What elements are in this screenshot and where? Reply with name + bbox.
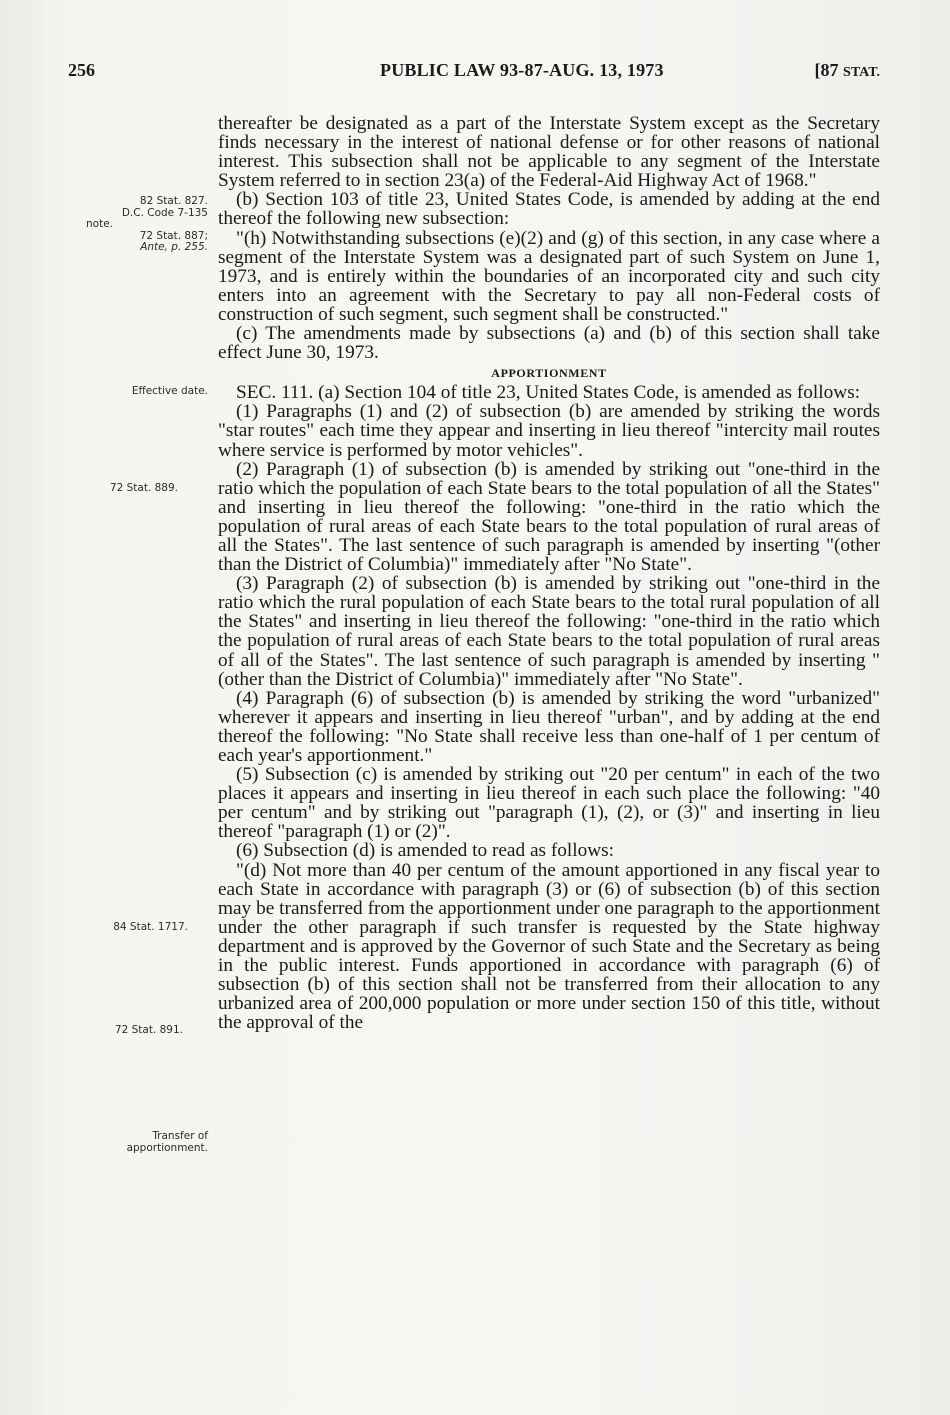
margin-note-stat-891: 72 Stat. 891. [114, 1024, 183, 1036]
statute-abbrev: STAT. [843, 65, 880, 80]
margin-note-line: note. [86, 218, 113, 231]
section-text: (a) Section 104 of title 23, United States Code, is amended as follows: [313, 382, 861, 404]
margin-note-line: 72 Stat. 887; [139, 229, 208, 242]
page-header [68, 60, 880, 90]
paragraph-subsection-b: (b) Section 103 of title 23, United States Code, is amended by adding at the end thereof the following new subsection: [218, 189, 880, 230]
margin-note-line: Ante, p. 255. [140, 241, 208, 254]
margin-note-transfer [58, 1131, 208, 1154]
section-heading: APPORTIONMENT [491, 366, 607, 381]
paragraph-new-subsection-h: "(h) Notwithstanding subsections (e)(2) and (g) of this section, in any case where a segment of the Interstate System was a designated part of such System on June 1, 1973, and is entirely within the boundaries of an incorporated city and such city enters into an agreement with the Secretary to pay all non-Federal costs of construction of such segment, such segment shall be constructed." [218, 227, 880, 325]
margin-note-stat-889: 72 Stat. 889. [109, 482, 178, 494]
paragraph-item-1: (1) Paragraphs (1) and (2) of subsection (b) are amended by striking the words "star routes" each time they appear and inserting in lieu thereof "intercity mail routes where service is performed by motor vehicles". [218, 401, 880, 461]
paragraph-item-6: (6) Subsection (d) is amended to read as follows: [236, 840, 615, 862]
margin-note-line: Transfer of [152, 1130, 208, 1142]
paragraph-item-2: (2) Paragraph (1) of subsection (b) is amended by striking out "one-third in the ratio which the population of each State bears to the total population of all the States" and inserting in lieu thereof the following: "one-third in the ratio which the population of rural areas of each State bears to the total population of rural areas of all the States". The last sentence of such paragraph is amended by inserting "(other than the District of Columbia)" immediately after "No State". [218, 458, 880, 576]
statute-reference [815, 60, 880, 81]
margin-note-line: apportionment. [126, 1141, 208, 1154]
page-number: 256 [68, 60, 95, 80]
section-label: SEC. 111. [236, 382, 314, 404]
paragraph-item-4: (4) Paragraph (6) of subsection (b) is amended by striking the word "urbanized" wherever it appears and inserting in lieu thereof "urban", and by adding at the end thereof the following: "No State shall receive less than one-half of 1 per centum of each year's apportionment." [218, 687, 880, 766]
margin-note-citations [58, 196, 208, 254]
paragraph-subsection-c: (c) The amendments made by subsections (a) and (b) of this section shall take effect June 30, 1973. [218, 323, 880, 364]
paragraph-item-3: (3) Paragraph (2) of subsection (b) is amended by striking out "one-third in the ratio which the rural population of each State bears to the total rural population of all the States" and inserting in lieu thereof the following: "one-third in the ratio which the population of rural areas of each State bears to the total population of rural areas of all of the States". The last sentence of such paragraph is amended by inserting "(other than the District of Columbia)" immediately after "No State". [218, 573, 880, 690]
margin-note-line: D.C. Code 7-135 [121, 206, 208, 219]
running-title: PUBLIC LAW 93-87-AUG. 13, 1973 [380, 60, 664, 80]
margin-note-effective-date: Effective date. [131, 385, 208, 397]
paragraph-continuation: thereafter be designated as a part of the Interstate System except as the Secretary finds necessary in the interest of national defense or for other reasons of national interest. This subsection shall not be applicable to any segment of the Interstate System referred to in section 23(a) of the Federal-Aid Highway Act of 1968." [218, 113, 880, 192]
margin-note-line: 82 Stat. 827. [139, 195, 208, 207]
statute-volume: [87 [814, 60, 844, 80]
margin-note-stat-1717: 84 Stat. 1717. [113, 921, 188, 933]
paragraph-subsection-d: "(d) Not more than 40 per centum of the amount apportioned in any fiscal year to each State in accordance with paragraph (3) or (6) of subsection (b) of this section may be transferred from the apportionment under one paragraph to the apportionment under the other paragraph if such transfer is requested by the State highway department and is approved by the Governor of such State and the Secretary as being in the public interest. Funds apportioned in accordance with paragraph (6) of subsection (b) of this section shall not be transferred from their allocation to any urbanized area of 200,000 population or more under section 150 of this title, without the approval of the [218, 859, 880, 1034]
paragraph-item-5: (5) Subsection (c) is amended by striking out "20 per centum" in each of the two places it appears and inserting in lieu thereof in each such place the following: "40 per centum" and by striking out "paragraph (1), (2), or (3)" and inserting in lieu thereof "paragraph (1) or (2)". [218, 764, 880, 843]
paragraph-sec-111 [218, 383, 880, 402]
body-text [218, 114, 880, 1032]
